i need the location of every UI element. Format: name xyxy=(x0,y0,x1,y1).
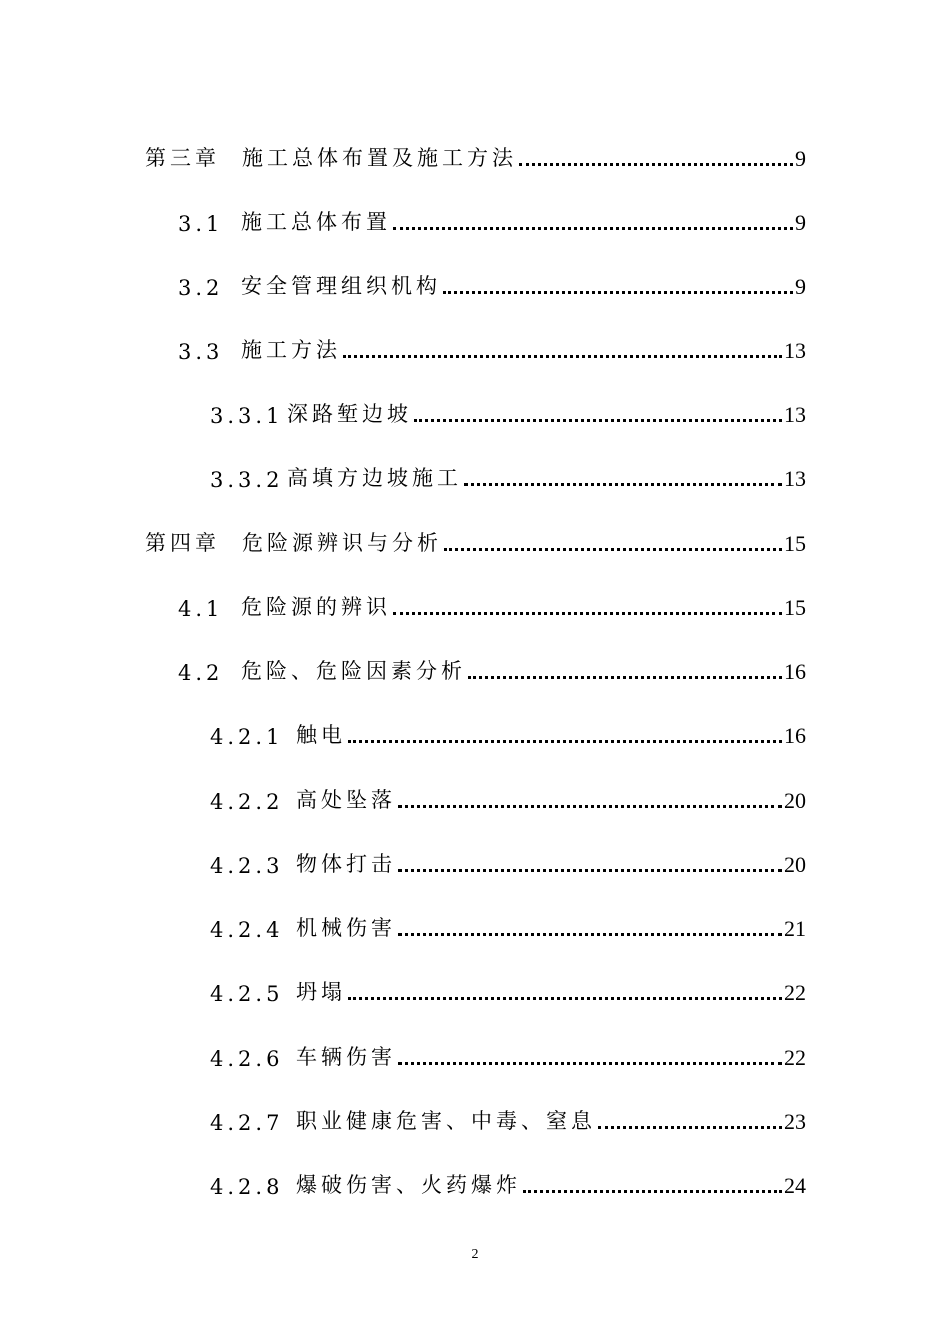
toc-entry-number: 4.2.7 xyxy=(210,1111,284,1135)
toc-entry-number: 3.2 xyxy=(178,276,224,300)
dot-leader xyxy=(523,1190,782,1193)
toc-entry[interactable] xyxy=(0,709,950,749)
toc-entry[interactable] xyxy=(0,1031,950,1071)
page-number-footer: 2 xyxy=(471,1247,479,1262)
toc-entry-page: 13 xyxy=(784,466,806,491)
toc-entry-page: 9 xyxy=(795,274,806,299)
toc-entry-number: 3.3.1 xyxy=(210,404,284,428)
toc-entry[interactable] xyxy=(0,1159,950,1199)
toc-entry-title: 高填方边坡施工 xyxy=(287,466,462,490)
dot-leader xyxy=(343,355,782,358)
toc-entry-title: 车辆伤害 xyxy=(296,1045,396,1069)
toc-entry[interactable] xyxy=(0,581,950,621)
toc-entry[interactable] xyxy=(0,838,950,878)
toc-entry-number: 4.2.6 xyxy=(210,1047,284,1071)
toc-entry-page: 20 xyxy=(784,788,806,813)
dot-leader xyxy=(414,419,782,422)
dot-leader xyxy=(598,1126,782,1129)
toc-entry-page: 9 xyxy=(795,210,806,235)
toc-entry-number: 4.2.1 xyxy=(210,725,284,749)
dot-leader xyxy=(519,163,793,166)
toc-entry-page: 15 xyxy=(784,531,806,556)
dot-leader xyxy=(464,483,782,486)
toc-entry-number: 4.2.5 xyxy=(210,982,284,1006)
toc-entry[interactable] xyxy=(0,966,950,1006)
toc-entry[interactable] xyxy=(0,902,950,942)
toc-entry-number: 4.2.2 xyxy=(210,790,284,814)
toc-entry-page: 9 xyxy=(795,146,806,171)
toc-entry-title: 危险源辨识与分析 xyxy=(242,531,442,555)
toc-entry-title: 物体打击 xyxy=(296,852,396,876)
dot-leader xyxy=(468,676,782,679)
toc-entry-page: 24 xyxy=(784,1173,806,1198)
toc-entry-number: 4.2.4 xyxy=(210,918,284,942)
toc-entry[interactable] xyxy=(0,517,950,557)
toc-entry-title: 职业健康危害、中毒、窒息 xyxy=(296,1109,596,1133)
toc-entry-title: 高处坠落 xyxy=(296,788,396,812)
dot-leader xyxy=(393,612,782,615)
toc-entry-page: 20 xyxy=(784,852,806,877)
toc-entry[interactable] xyxy=(0,260,950,300)
toc-entry-number: 第四章 xyxy=(145,531,220,555)
toc-entry-page: 21 xyxy=(784,916,806,941)
toc-entry-number: 4.2.3 xyxy=(210,854,284,878)
toc-entry-page: 15 xyxy=(784,595,806,620)
toc-entry[interactable] xyxy=(0,1095,950,1135)
toc-entry-page: 22 xyxy=(784,980,806,1005)
toc-entry-number: 第三章 xyxy=(145,146,220,170)
dot-leader xyxy=(444,548,782,551)
toc-entry-title: 安全管理组织机构 xyxy=(241,274,441,298)
toc-entry-title: 施工总体布置 xyxy=(241,210,391,234)
toc-entry[interactable] xyxy=(0,388,950,428)
dot-leader xyxy=(393,227,793,230)
dot-leader xyxy=(398,805,782,808)
toc-entry-number: 4.1 xyxy=(178,597,224,621)
toc-entry[interactable] xyxy=(0,645,950,685)
dot-leader xyxy=(348,997,782,1000)
toc-entry-page: 23 xyxy=(784,1109,806,1134)
toc-entry[interactable] xyxy=(0,132,950,172)
toc-entry-page: 22 xyxy=(784,1045,806,1070)
toc-entry[interactable] xyxy=(0,774,950,814)
toc-entry-page: 13 xyxy=(784,402,806,427)
toc-entry-number: 3.1 xyxy=(178,212,224,236)
toc-entry-number: 3.3.2 xyxy=(210,468,284,492)
toc-entry-number: 3.3 xyxy=(178,340,224,364)
toc-entry-title: 爆破伤害、火药爆炸 xyxy=(296,1173,521,1197)
dot-leader xyxy=(398,1062,782,1065)
toc-entry-title: 危险源的辨识 xyxy=(241,595,391,619)
toc-entry-title: 坍塌 xyxy=(296,980,346,1004)
toc-entry-title: 深路堑边坡 xyxy=(287,402,412,426)
toc-entry-title: 施工总体布置及施工方法 xyxy=(242,146,517,170)
dot-leader xyxy=(443,291,793,294)
dot-leader xyxy=(398,869,782,872)
toc-entry-title: 机械伤害 xyxy=(296,916,396,940)
toc-entry-number: 4.2 xyxy=(178,661,224,685)
toc-entry-page: 13 xyxy=(784,338,806,363)
toc-entry[interactable] xyxy=(0,324,950,364)
toc-entry[interactable] xyxy=(0,452,950,492)
toc-entry-page: 16 xyxy=(784,659,806,684)
toc-entry-number: 4.2.8 xyxy=(210,1175,284,1199)
dot-leader xyxy=(398,933,782,936)
toc-entry-title: 施工方法 xyxy=(241,338,341,362)
dot-leader xyxy=(348,740,782,743)
toc-entry-title: 触电 xyxy=(296,723,346,747)
toc-entry[interactable] xyxy=(0,196,950,236)
toc-entry-page: 16 xyxy=(784,723,806,748)
toc-entry-title: 危险、危险因素分析 xyxy=(241,659,466,683)
